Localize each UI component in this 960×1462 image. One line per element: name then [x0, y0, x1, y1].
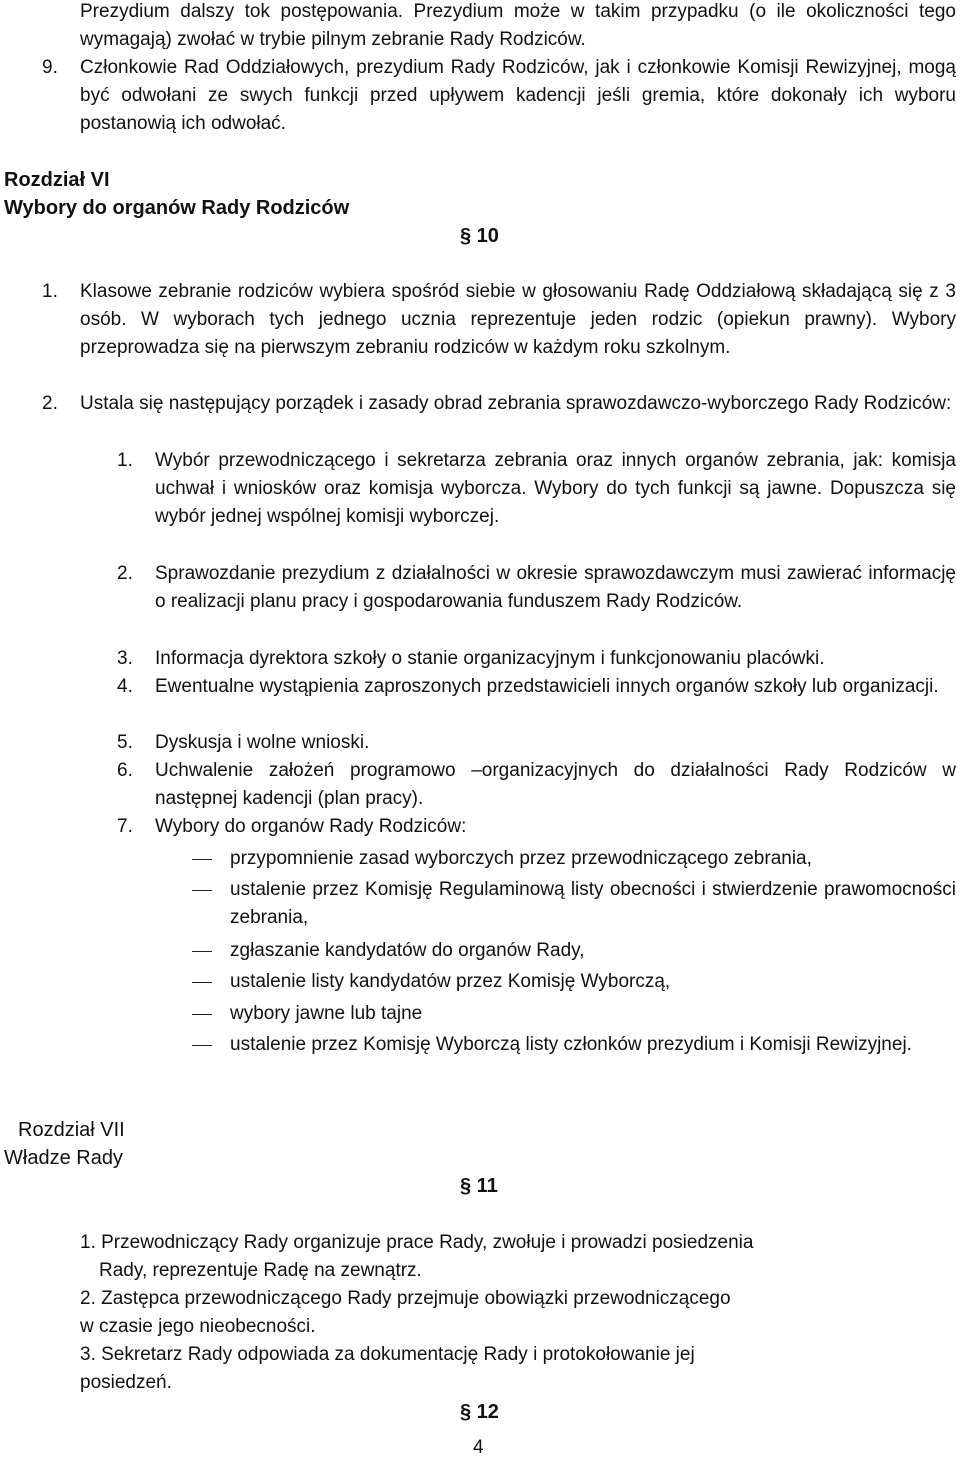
chapter-subtitle: Wybory do organów Rady Rodziców — [4, 197, 350, 219]
paragraph-9: Członkowie Rad Oddziałowych, prezydium Rady Rodziców, jak i członkowie Komisji Rewizyjnej, mogą być odwołani ze swych funkcji przed upływem kadencji jeśli gremia, które dokonały ich wyboru postanowią ich odwołać. — [80, 57, 956, 134]
paragraph-item-1: Klasowe zebranie rodziców wybiera spośród siebie w głosowaniu Radę Oddziałową składającą się z 3 osób. W wyborach tych jednego ucznia reprezentuje jeden rodzic (opiekun prawny). Wybory przeprowadza się na pierwszym zebraniu rodziców w każdym roku szkolnym. — [80, 281, 956, 358]
s11-line: 3. Sekretarz Rady odpowiada za dokumentację Rady i protokołowanie jej — [80, 1344, 695, 1365]
dash-item: ustalenie przez Komisję Regulaminową listy obecności i stwierdzenie prawomocności zebrania, — [230, 879, 956, 928]
subitem-text: Wybór przewodniczącego i sekretarza zebrania oraz innych organów zebrania, jak: komisja uchwał i wniosków oraz komisja wyborcza. Wybory do tych funkcji są jawne. Dopuszcza się wybór jednej wspólnej komisji wyborczej. — [155, 450, 956, 527]
subitem-number: 3. — [117, 648, 133, 669]
page-number: 4 — [473, 1437, 484, 1458]
chapter-title: Rozdział VII — [18, 1119, 125, 1141]
dash-item: zgłaszanie kandydatów do organów Rady, — [230, 940, 585, 961]
subitem-text: Informacja dyrektora szkoły o stanie organizacyjnym i funkcjonowaniu placówki. — [155, 648, 825, 669]
item-number: 1. — [42, 281, 58, 302]
subitem-number: 2. — [117, 563, 133, 584]
dash-item: ustalenie przez Komisję Wyborczą listy członków prezydium i Komisji Rewizyjnej. — [230, 1034, 912, 1055]
subitem-number: 6. — [117, 760, 133, 781]
chapter-subtitle: Władze Rady — [4, 1147, 123, 1169]
section-heading: § 11 — [460, 1175, 498, 1197]
s11-line: w czasie jego nieobecności. — [80, 1316, 316, 1337]
subitem-number: 7. — [117, 816, 133, 837]
chapter-title: Rozdział VI — [4, 169, 110, 191]
dash-item: przypomnienie zasad wyborczych przez przewodniczącego zebrania, — [230, 848, 812, 869]
subitem-text: Dyskusja i wolne wnioski. — [155, 732, 370, 753]
dash-bullet — [192, 951, 212, 952]
dash-bullet — [192, 1045, 212, 1046]
s11-line: posiedzeń. — [80, 1372, 172, 1393]
subitem-text: Sprawozdanie prezydium z działalności w okresie sprawozdawczym musi zawierać informację o realizacji planu pracy i gospodarowania funduszem Rady Rodziców. — [155, 563, 956, 612]
s11-line: 1. Przewodniczący Rady organizuje prace Rady, zwołuje i prowadzi posiedzenia — [80, 1232, 754, 1253]
dash-bullet — [192, 1014, 212, 1015]
dash-item: wybory jawne lub tajne — [230, 1003, 423, 1024]
subitem-number: 4. — [117, 676, 133, 697]
subitem-text: Wybory do organów Rady Rodziców: — [155, 816, 467, 837]
subitem-text: Ewentualne wystąpienia zaproszonych przedstawicieli innych organów szkoły lub organizacji. — [155, 676, 939, 697]
section-heading: § 12 — [460, 1401, 499, 1423]
dash-bullet — [192, 982, 212, 983]
dash-item: ustalenie listy kandydatów przez Komisję Wyborczą, — [230, 971, 671, 992]
subitem-number: 5. — [117, 732, 133, 753]
paragraph-item-2: Ustala się następujący porządek i zasady obrad zebrania sprawozdawczo-wyborczego Rady Rodziców: — [80, 393, 952, 414]
s11-line: Rady, reprezentuje Radę na zewnątrz. — [99, 1260, 422, 1281]
section-heading: § 10 — [460, 225, 499, 247]
dash-bullet — [192, 890, 212, 891]
paragraph-continuation: Prezydium dalszy tok postępowania. Prezydium może w takim przypadku (o ile okoliczności tego wymagają) zwołać w trybie pilnym zebranie Rady Rodziców. — [80, 1, 956, 50]
subitem-number: 1. — [117, 450, 133, 471]
dash-bullet — [192, 859, 212, 860]
subitem-text: Uchwalenie założeń programowo –organizacyjnych do działalności Rady Rodziców w następnej kadencji (plan pracy). — [155, 760, 956, 809]
item-number: 9. — [42, 57, 58, 78]
item-number: 2. — [42, 393, 58, 414]
s11-line: 2. Zastępca przewodniczącego Rady przejmuje obowiązki przewodniczącego — [80, 1288, 731, 1309]
